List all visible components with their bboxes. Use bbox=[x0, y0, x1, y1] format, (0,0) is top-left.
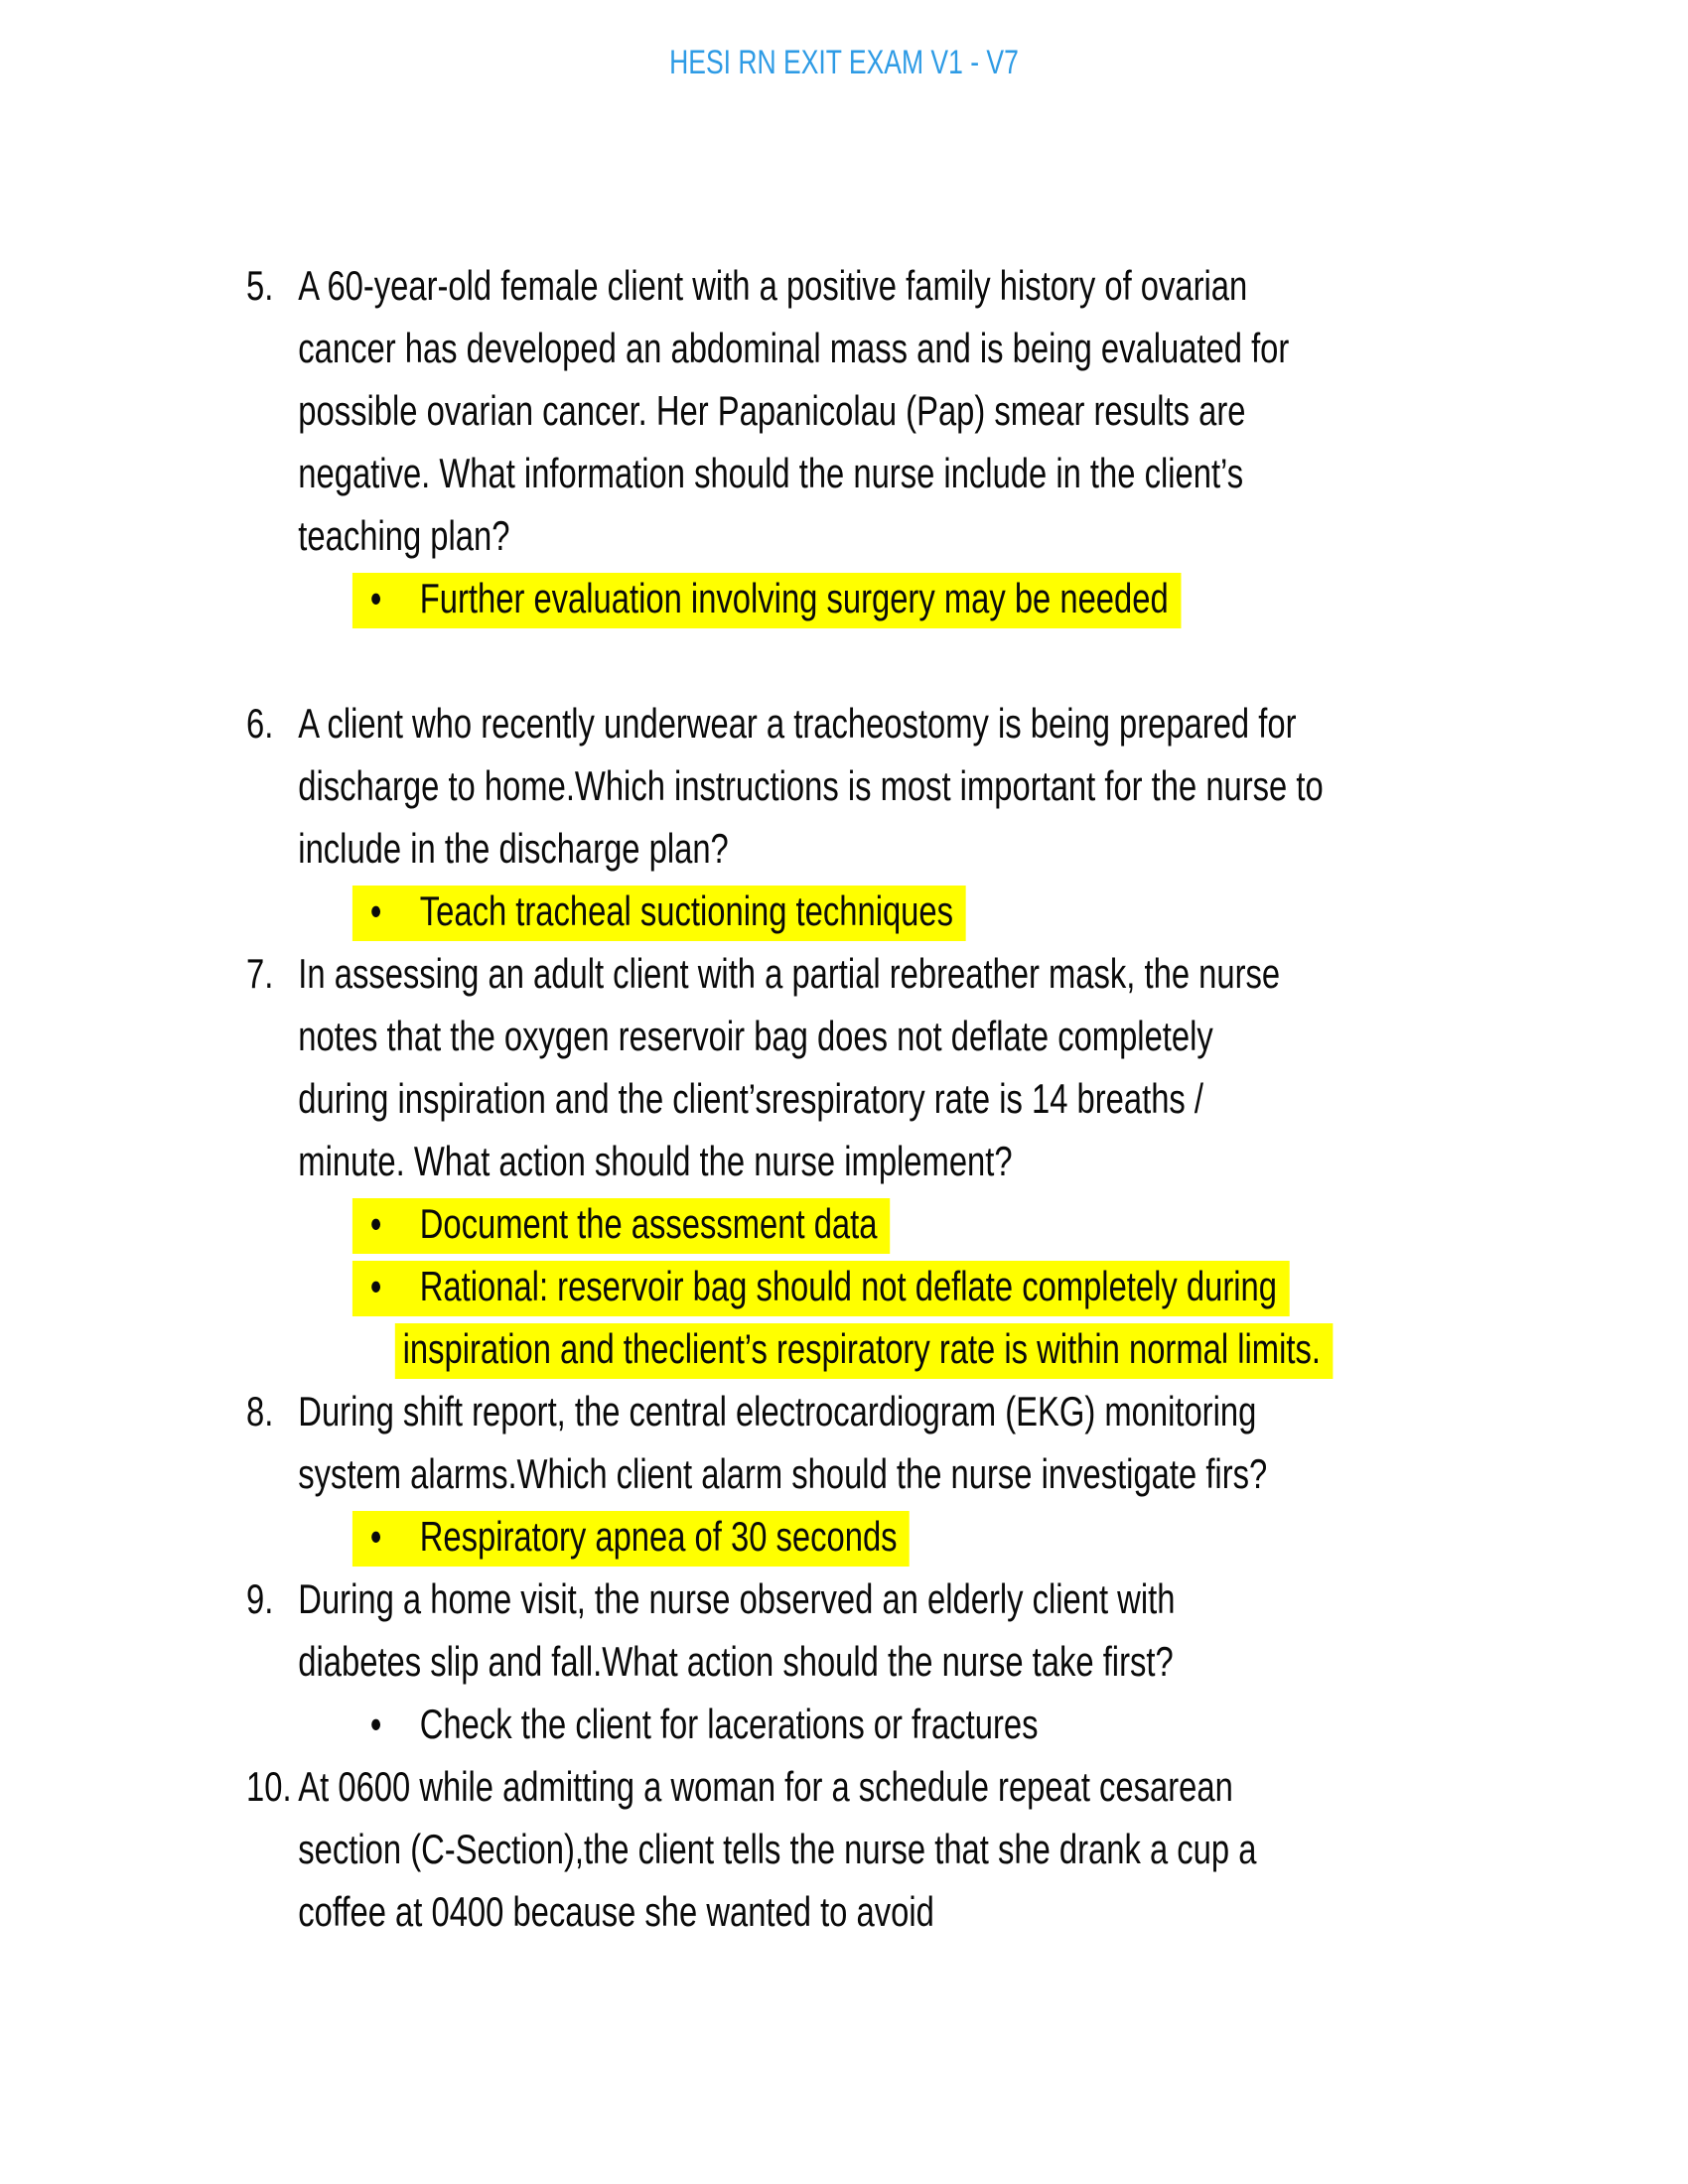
highlight: inspiration and theclient’s respiratory rate is within normal limits. bbox=[395, 1323, 1334, 1379]
bullet-icon: • bbox=[369, 1701, 382, 1747]
question-5-line: cancer has developed an abdominal mass and is being evaluated for bbox=[298, 325, 1290, 371]
question-10-line bbox=[0, 1755, 1688, 1818]
question-6-number: 6. bbox=[246, 700, 274, 747]
question-8-number: 8. bbox=[246, 1388, 274, 1434]
question-9-line bbox=[0, 1568, 1688, 1630]
question-5-line: possible ovarian cancer. Her Papanicolau (Pap) smear results are bbox=[298, 387, 1246, 434]
question-6-line bbox=[0, 692, 1688, 754]
answer-row bbox=[352, 1699, 1051, 1754]
question-7-number: 7. bbox=[246, 950, 274, 997]
question-10-text: At 0600 while admitting a woman for a schedule repeat cesarean bbox=[298, 1763, 1233, 1810]
question-9-number: 9. bbox=[246, 1575, 274, 1622]
answer-text: Document the assessment data bbox=[419, 1200, 878, 1247]
highlight bbox=[352, 573, 1181, 628]
question-5-number: 5. bbox=[246, 262, 274, 309]
bullet-icon: • bbox=[369, 1263, 382, 1309]
blank-line bbox=[0, 629, 1688, 692]
question-10-number: 10. bbox=[246, 1763, 292, 1810]
answer-text: Check the client for lacerations or fractures bbox=[419, 1701, 1039, 1747]
answer-text: Teach tracheal suctioning techniques bbox=[419, 887, 954, 934]
question-10-line: coffee at 0400 because she wanted to avoid bbox=[298, 1888, 934, 1935]
question-7-line: minute. What action should the nurse implement? bbox=[298, 1138, 1013, 1184]
rationale-text: Rational: reservoir bag should not deflate completely during bbox=[419, 1263, 1277, 1309]
question-list bbox=[0, 254, 1688, 1943]
answer-text: Further evaluation involving surgery may be needed bbox=[419, 575, 1169, 621]
question-8-text: During shift report, the central electrocardiogram (EKG) monitoring bbox=[298, 1388, 1257, 1434]
question-9-line: diabetes slip and fall.What action should the nurse take first? bbox=[298, 1638, 1174, 1685]
question-8-line bbox=[0, 1380, 1688, 1442]
question-5-text: A 60-year-old female client with a positive family history of ovarian bbox=[298, 262, 1248, 309]
highlight bbox=[352, 1198, 890, 1254]
page-title: HESI RN EXIT EXAM V1 - V7 bbox=[669, 44, 1019, 81]
rationale-bullet-highlighted bbox=[0, 1255, 1688, 1317]
highlight bbox=[352, 1261, 1290, 1316]
rationale-continuation-line bbox=[0, 1317, 1688, 1380]
answer-bullet-highlighted bbox=[0, 1505, 1688, 1568]
question-10-line: section (C-Section),the client tells the nurse that she drank a cup a bbox=[298, 1826, 1257, 1872]
question-7-line: during inspiration and the client’srespiratory rate is 14 breaths / bbox=[298, 1075, 1204, 1122]
question-8-line: system alarms.Which client alarm should the nurse investigate firs? bbox=[298, 1450, 1268, 1497]
question-7-line: notes that the oxygen reservoir bag does not deflate completely bbox=[298, 1013, 1213, 1059]
question-6-line: include in the discharge plan? bbox=[298, 825, 729, 872]
question-5-line bbox=[0, 254, 1688, 317]
answer-bullet-highlighted bbox=[0, 567, 1688, 629]
bullet-icon: • bbox=[369, 1200, 382, 1247]
question-5-line: teaching plan? bbox=[298, 512, 510, 559]
question-6-line: discharge to home.Which instructions is most important for the nurse to bbox=[298, 762, 1324, 809]
answer-bullet-highlighted bbox=[0, 880, 1688, 942]
highlight bbox=[352, 886, 966, 941]
answer-bullet-highlighted bbox=[0, 1192, 1688, 1255]
question-7-line bbox=[0, 942, 1688, 1005]
question-9-text: During a home visit, the nurse observed an elderly client with bbox=[298, 1575, 1176, 1622]
bullet-icon: • bbox=[369, 887, 382, 934]
highlight bbox=[352, 1511, 910, 1567]
question-5-line: negative. What information should the nurse include in the client’s bbox=[298, 450, 1244, 496]
answer-bullet-plain bbox=[0, 1693, 1688, 1755]
question-7-text: In assessing an adult client with a partial rebreather mask, the nurse bbox=[298, 950, 1281, 997]
bullet-icon: • bbox=[369, 575, 382, 621]
question-6-text: A client who recently underwear a tracheostomy is being prepared for bbox=[298, 700, 1297, 747]
answer-text: Respiratory apnea of 30 seconds bbox=[419, 1513, 898, 1560]
bullet-icon: • bbox=[369, 1513, 382, 1560]
